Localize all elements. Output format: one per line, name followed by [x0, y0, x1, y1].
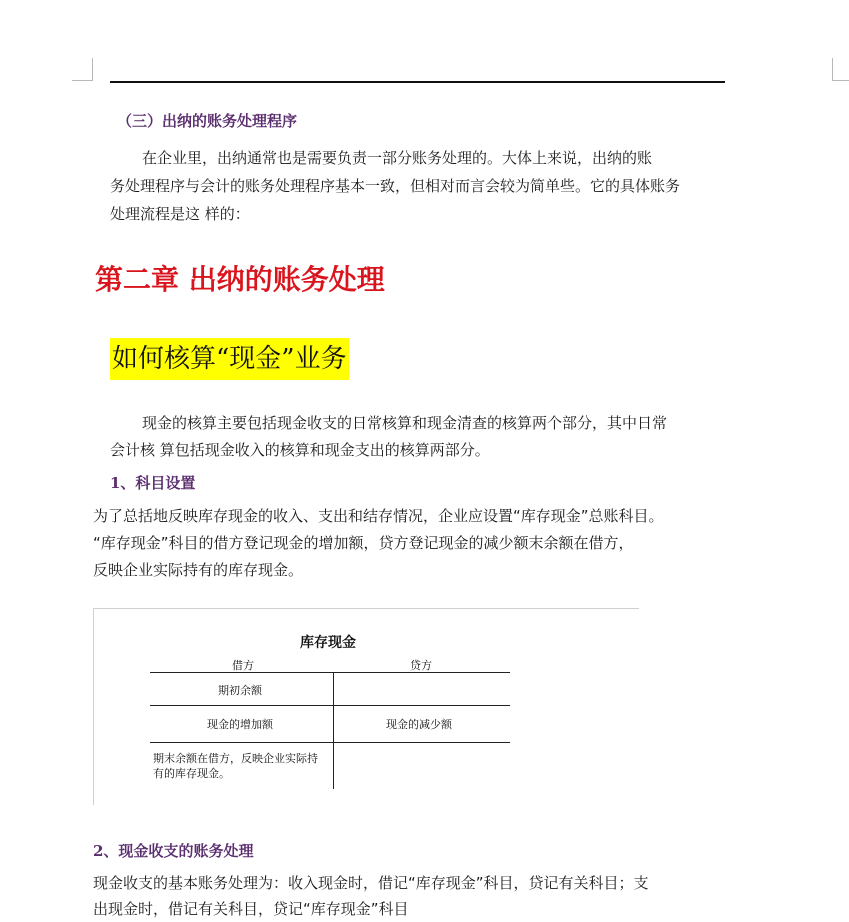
closing-balance-line: 期末余额在借方，反映企业实际持 [153, 752, 318, 765]
t-account-top-rule [150, 672, 510, 673]
opening-balance-label: 期初余额 [218, 684, 262, 697]
highlighted-title: 如何核算“现金”业务 [110, 338, 349, 380]
paragraph-line: 处理流程是这 样的： [110, 205, 250, 223]
paragraph-line: 出现金时，借记有关科目，贷记“库存现金”科目 [93, 900, 409, 918]
header-rule [110, 81, 725, 83]
paragraph-line: 现金的核算主要包括现金收支的日常核算和现金清查的核算两个部分，其中日常 [142, 414, 668, 432]
paragraph-line: “库存现金”科目的借方登记现金的增加额，贷方登记现金的减少额末余额在借方， [93, 534, 634, 552]
paragraph-line: 务处理程序与会计的账务处理程序基本一致，但相对而言会较为简单些。它的具体账务 [110, 177, 681, 195]
increase-label: 现金的增加额 [207, 718, 273, 731]
paragraph-line: 为了总括地反映库存现金的收入、支出和结存情况，企业应设置“库存现金”总账科目。 [93, 507, 664, 525]
decrease-label: 现金的减少额 [386, 718, 452, 731]
subsection-heading: 2、现金收支的账务处理 [93, 842, 254, 860]
paragraph-line: 反映企业实际持有的库存现金。 [93, 561, 304, 579]
t-account-row-rule [150, 705, 510, 706]
debit-label: 借方 [232, 659, 254, 672]
t-account-row-rule [150, 742, 510, 743]
paragraph-line: 现金收支的基本账务处理为：收入现金时，借记“库存现金”科目，贷记有关科目；支 [93, 874, 649, 892]
page-corner-mark-left [72, 58, 93, 81]
page-corner-mark-right [832, 58, 849, 81]
credit-label: 贷方 [410, 659, 432, 672]
closing-balance-line: 有的库存现金。 [153, 767, 230, 780]
subsection-heading: 1、科目设置 [110, 474, 196, 492]
chapter-title: 第二章 出纳的账务处理 [95, 263, 385, 296]
paragraph-line: 会计核 算包括现金收入的核算和现金支出的核算两部分。 [110, 441, 490, 459]
paragraph-line: 在企业里，出纳通常也是需要负责一部分账务处理的。大体上来说，出纳的账 [142, 149, 653, 167]
t-account-center-rule [333, 673, 334, 789]
section-heading: （三）出纳的账务处理程序 [117, 112, 298, 130]
t-account-title: 库存现金 [300, 635, 356, 651]
